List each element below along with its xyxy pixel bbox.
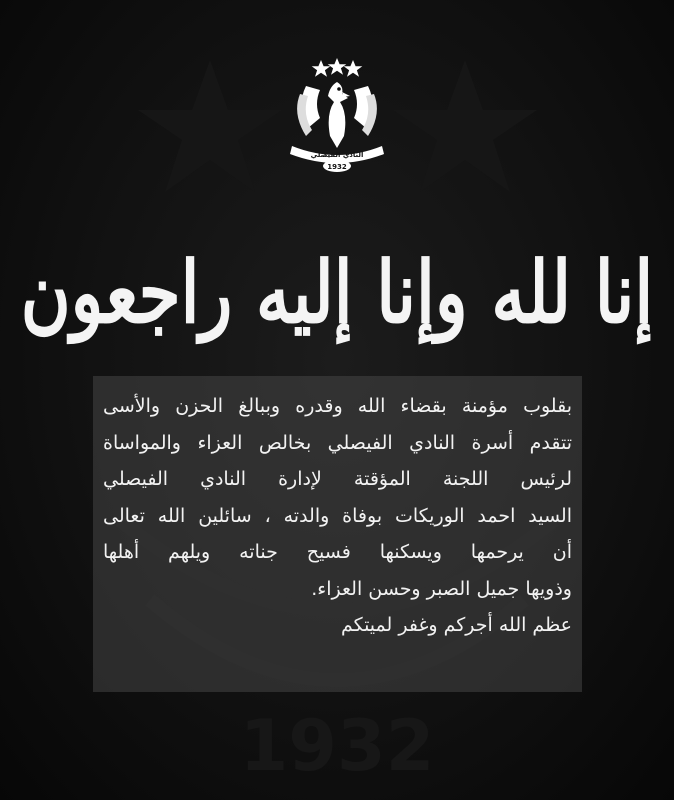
star-icon xyxy=(312,58,363,77)
message-line: أن يرحمها ويسكنها فسيح جناته ويلهم أهلها xyxy=(103,541,572,563)
message-line: تتقدم أسرة النادي الفيصلي بخالص العزاء والمواساة xyxy=(103,431,572,454)
message-line: وذويها جميل الصبر وحسن العزاء. xyxy=(311,577,572,600)
message-line: لرئيس اللجنة المؤقتة لإدارة النادي الفيصلي xyxy=(103,468,572,490)
logo-year-text: 1932 xyxy=(327,163,347,171)
club-logo xyxy=(286,56,388,174)
message-line: عظم الله أجركم وغفر لميتكم xyxy=(340,614,572,636)
message-line: السيد احمد الوريكات بوفاة والدته ، سائلين الله تعالى xyxy=(103,504,572,527)
eagle-crest-icon xyxy=(297,82,377,148)
message-line: بقلوب مؤمنة بقضاء الله وقدره وببالغ الحزن والأسى xyxy=(103,395,572,417)
condolence-message-box xyxy=(93,376,582,692)
heading-text: إنا لله وإنا إليه راجعون xyxy=(20,243,654,343)
logo-name-text: النادي الفيصلي xyxy=(310,151,364,159)
svg-text:1932: 1932 xyxy=(239,705,435,787)
calligraphy-heading xyxy=(20,228,654,358)
condolence-message xyxy=(103,388,572,644)
